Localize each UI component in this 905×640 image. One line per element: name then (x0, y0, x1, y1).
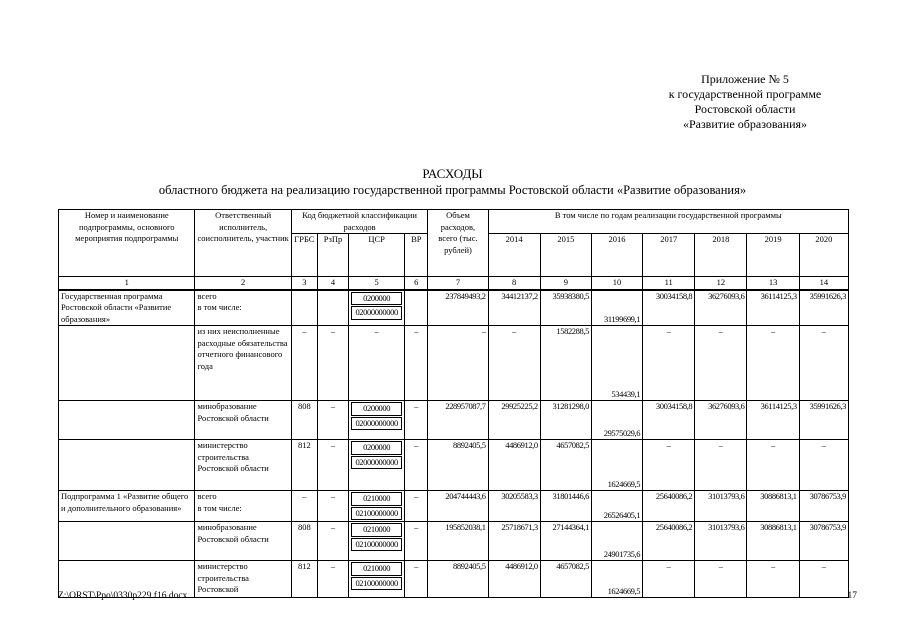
row-y2017: 25640086,2 (643, 491, 695, 522)
csr-code: 02000000000 (351, 417, 402, 431)
annex-line2: к государственной программе (668, 87, 822, 101)
header-year-2014: 2014 (488, 234, 540, 277)
row-y2020: 35991626,3 (799, 290, 848, 326)
row-total: 8892405,5 (428, 561, 488, 598)
row-executor: минобразование Ростовской области (195, 522, 291, 561)
table-row (59, 440, 849, 491)
row-y2015: 4657082,5 (540, 561, 591, 598)
row-executor: министерство строительства Ростовской области (195, 440, 291, 491)
row-csr (349, 401, 405, 440)
colnum-4: 4 (317, 277, 348, 290)
csr-code: 02000000000 (351, 306, 402, 320)
table-row (59, 326, 849, 401)
row-vr: – (405, 401, 428, 440)
row-csr (349, 522, 405, 561)
row-name (59, 401, 195, 440)
colnum-12: 12 (695, 277, 747, 290)
header-year-2018: 2018 (695, 234, 747, 277)
row-y2016: 31199699,1 (591, 290, 642, 326)
row-name (59, 440, 195, 491)
row-name: Подпрограмма 1 «Развитие общего и дополнительного образования» (59, 491, 195, 522)
header-year-2020: 2020 (799, 234, 848, 277)
row-y2019: 36114125,3 (747, 401, 799, 440)
row-y2018: – (695, 440, 747, 491)
row-y2017: – (643, 440, 695, 491)
csr-code: 0210000 (351, 492, 402, 506)
colnum-10: 10 (591, 277, 642, 290)
header-year-2017: 2017 (643, 234, 695, 277)
row-csr (349, 491, 405, 522)
row-csr (349, 290, 405, 326)
row-y2016: 1624669,5 (591, 440, 642, 491)
colnum-11: 11 (643, 277, 695, 290)
row-y2014: 30205583,3 (488, 491, 540, 522)
table-row (59, 522, 849, 561)
annex-line4: «Развитие образования» (682, 117, 808, 131)
row-total: 228957087,7 (428, 401, 488, 440)
row-grbs: 812 (291, 561, 317, 598)
colnum-3: 3 (291, 277, 317, 290)
header-vr: ВР (405, 234, 428, 277)
header-rzpr: РзПр (317, 234, 348, 277)
footer-file-path: Z:\ORST\Ppo\0330p229.f16.docx (58, 591, 188, 601)
row-vr: – (405, 440, 428, 491)
annex-block (645, 72, 845, 132)
row-grbs: – (291, 491, 317, 522)
document-title (0, 166, 905, 198)
row-y2019: – (747, 326, 799, 401)
header-year-2015: 2015 (540, 234, 591, 277)
row-rzpr (317, 290, 348, 326)
row-y2014: 29925225,2 (488, 401, 540, 440)
row-y2018: 31013793,6 (695, 522, 747, 561)
colnum-2: 2 (195, 277, 291, 290)
row-y2017: 30034158,8 (643, 401, 695, 440)
colnum-9: 9 (540, 277, 591, 290)
row-y2017: – (643, 561, 695, 598)
header-code-group: Код бюджетной классификации расходов (291, 210, 428, 234)
row-y2017: – (643, 326, 695, 401)
row-y2019: – (747, 440, 799, 491)
row-grbs: 808 (291, 401, 317, 440)
row-y2020: – (799, 561, 848, 598)
csr-code: 02100000000 (351, 538, 402, 552)
header-csr: ЦСР (349, 234, 405, 277)
header-grbs: ГРБС (291, 234, 317, 277)
header-col2: Ответственный исполнитель, соисполнитель, участник (195, 210, 291, 277)
row-y2017: 25640086,2 (643, 522, 695, 561)
row-y2020: – (799, 326, 848, 401)
row-y2020: 30786753,9 (799, 491, 848, 522)
row-y2020: 30786753,9 (799, 522, 848, 561)
row-executor: всего в том числе: (195, 491, 291, 522)
header-col1: Номер и наименование подпрограммы, основного мероприятия подпрограммы (59, 210, 195, 277)
row-y2014: – (488, 326, 540, 401)
row-y2015: 31801446,6 (540, 491, 591, 522)
row-y2014: 4486912,0 (488, 561, 540, 598)
expenses-table (58, 209, 849, 598)
colnum-5: 5 (349, 277, 405, 290)
header-year-2019: 2019 (747, 234, 799, 277)
row-total: 195852038,1 (428, 522, 488, 561)
row-grbs: 808 (291, 522, 317, 561)
csr-code: 0200000 (351, 402, 402, 416)
row-y2019: 30886813,1 (747, 522, 799, 561)
row-total: 8892405,5 (428, 440, 488, 491)
row-y2017: 30034158,8 (643, 290, 695, 326)
colnum-13: 13 (747, 277, 799, 290)
row-y2018: 31013793,6 (695, 491, 747, 522)
colnum-1: 1 (59, 277, 195, 290)
annex-line3: Ростовской области (694, 102, 796, 116)
row-y2016: 24901735,6 (591, 522, 642, 561)
row-y2018: 36276093,6 (695, 401, 747, 440)
row-vr: – (405, 326, 428, 401)
row-executor: министерство строительства Ростовской (195, 561, 291, 598)
row-y2014: 34412137,2 (488, 290, 540, 326)
row-y2019: – (747, 561, 799, 598)
csr-code: 02000000000 (351, 456, 402, 470)
annex-number: Приложение № 5 (701, 72, 789, 86)
row-rzpr: – (317, 561, 348, 598)
csr-code: 02100000000 (351, 507, 402, 521)
row-csr (349, 326, 405, 401)
row-y2020: 35991626,3 (799, 401, 848, 440)
row-total: 204744443,6 (428, 491, 488, 522)
row-y2016: 534439,1 (591, 326, 642, 401)
row-y2015: 1582288,5 (540, 326, 591, 401)
row-vr: – (405, 491, 428, 522)
colnum-6: 6 (405, 277, 428, 290)
row-rzpr: – (317, 401, 348, 440)
row-vr: – (405, 561, 428, 598)
row-y2019: 30886813,1 (747, 491, 799, 522)
row-rzpr: – (317, 440, 348, 491)
row-name: Государственная программа Ростовской области «Развитие образования» (59, 290, 195, 326)
row-y2015: 27144364,1 (540, 522, 591, 561)
row-grbs: – (291, 326, 317, 401)
row-vr: – (405, 522, 428, 561)
row-csr (349, 440, 405, 491)
table-row (59, 290, 849, 326)
row-total: – (428, 326, 488, 401)
csr-code: 0210000 (351, 523, 402, 537)
row-y2019: 36114125,3 (747, 290, 799, 326)
colnum-8: 8 (488, 277, 540, 290)
colnum-14: 14 (799, 277, 848, 290)
colnum-7: 7 (428, 277, 488, 290)
row-name (59, 522, 195, 561)
page-number: 17 (847, 591, 857, 601)
row-y2018: 36276093,6 (695, 290, 747, 326)
row-rzpr: – (317, 522, 348, 561)
row-y2015: 35938380,5 (540, 290, 591, 326)
csr-code: 0200000 (351, 441, 402, 455)
row-executor: из них неисполненные расходные обязательства отчетного финансового года (195, 326, 291, 401)
column-number-row (59, 277, 849, 290)
row-y2018: – (695, 561, 747, 598)
row-grbs: 812 (291, 440, 317, 491)
row-executor: минобразование Ростовской области (195, 401, 291, 440)
table-row (59, 491, 849, 522)
header-years-group: В том числе по годам реализации государственной программы (488, 210, 848, 234)
row-y2014: 25718671,3 (488, 522, 540, 561)
csr-code: – (374, 326, 379, 336)
csr-code: 0210000 (351, 562, 402, 576)
row-rzpr: – (317, 491, 348, 522)
row-name (59, 326, 195, 401)
table-row (59, 401, 849, 440)
row-y2014: 4486912,0 (488, 440, 540, 491)
row-grbs (291, 290, 317, 326)
header-year-2016: 2016 (591, 234, 642, 277)
row-y2016: 26526405,1 (591, 491, 642, 522)
row-y2015: 31281298,0 (540, 401, 591, 440)
row-y2020: – (799, 440, 848, 491)
row-y2015: 4657082,5 (540, 440, 591, 491)
row-y2018: – (695, 326, 747, 401)
csr-code: 02100000000 (351, 577, 402, 591)
row-y2016: 1624669,5 (591, 561, 642, 598)
row-executor: всего в том числе: (195, 290, 291, 326)
row-y2016: 29575029,6 (591, 401, 642, 440)
title-subtitle: областного бюджета на реализацию государственной программы Ростовской области «Развитие образования» (158, 183, 747, 197)
row-vr (405, 290, 428, 326)
row-csr (349, 561, 405, 598)
csr-code: 0200000 (351, 292, 402, 306)
title-main: РАСХОДЫ (422, 166, 483, 181)
header-volume: Объем расходов, всего (тыс. рублей) (428, 210, 488, 277)
header-row-1 (59, 210, 849, 234)
row-rzpr: – (317, 326, 348, 401)
row-total: 237849493,2 (428, 290, 488, 326)
